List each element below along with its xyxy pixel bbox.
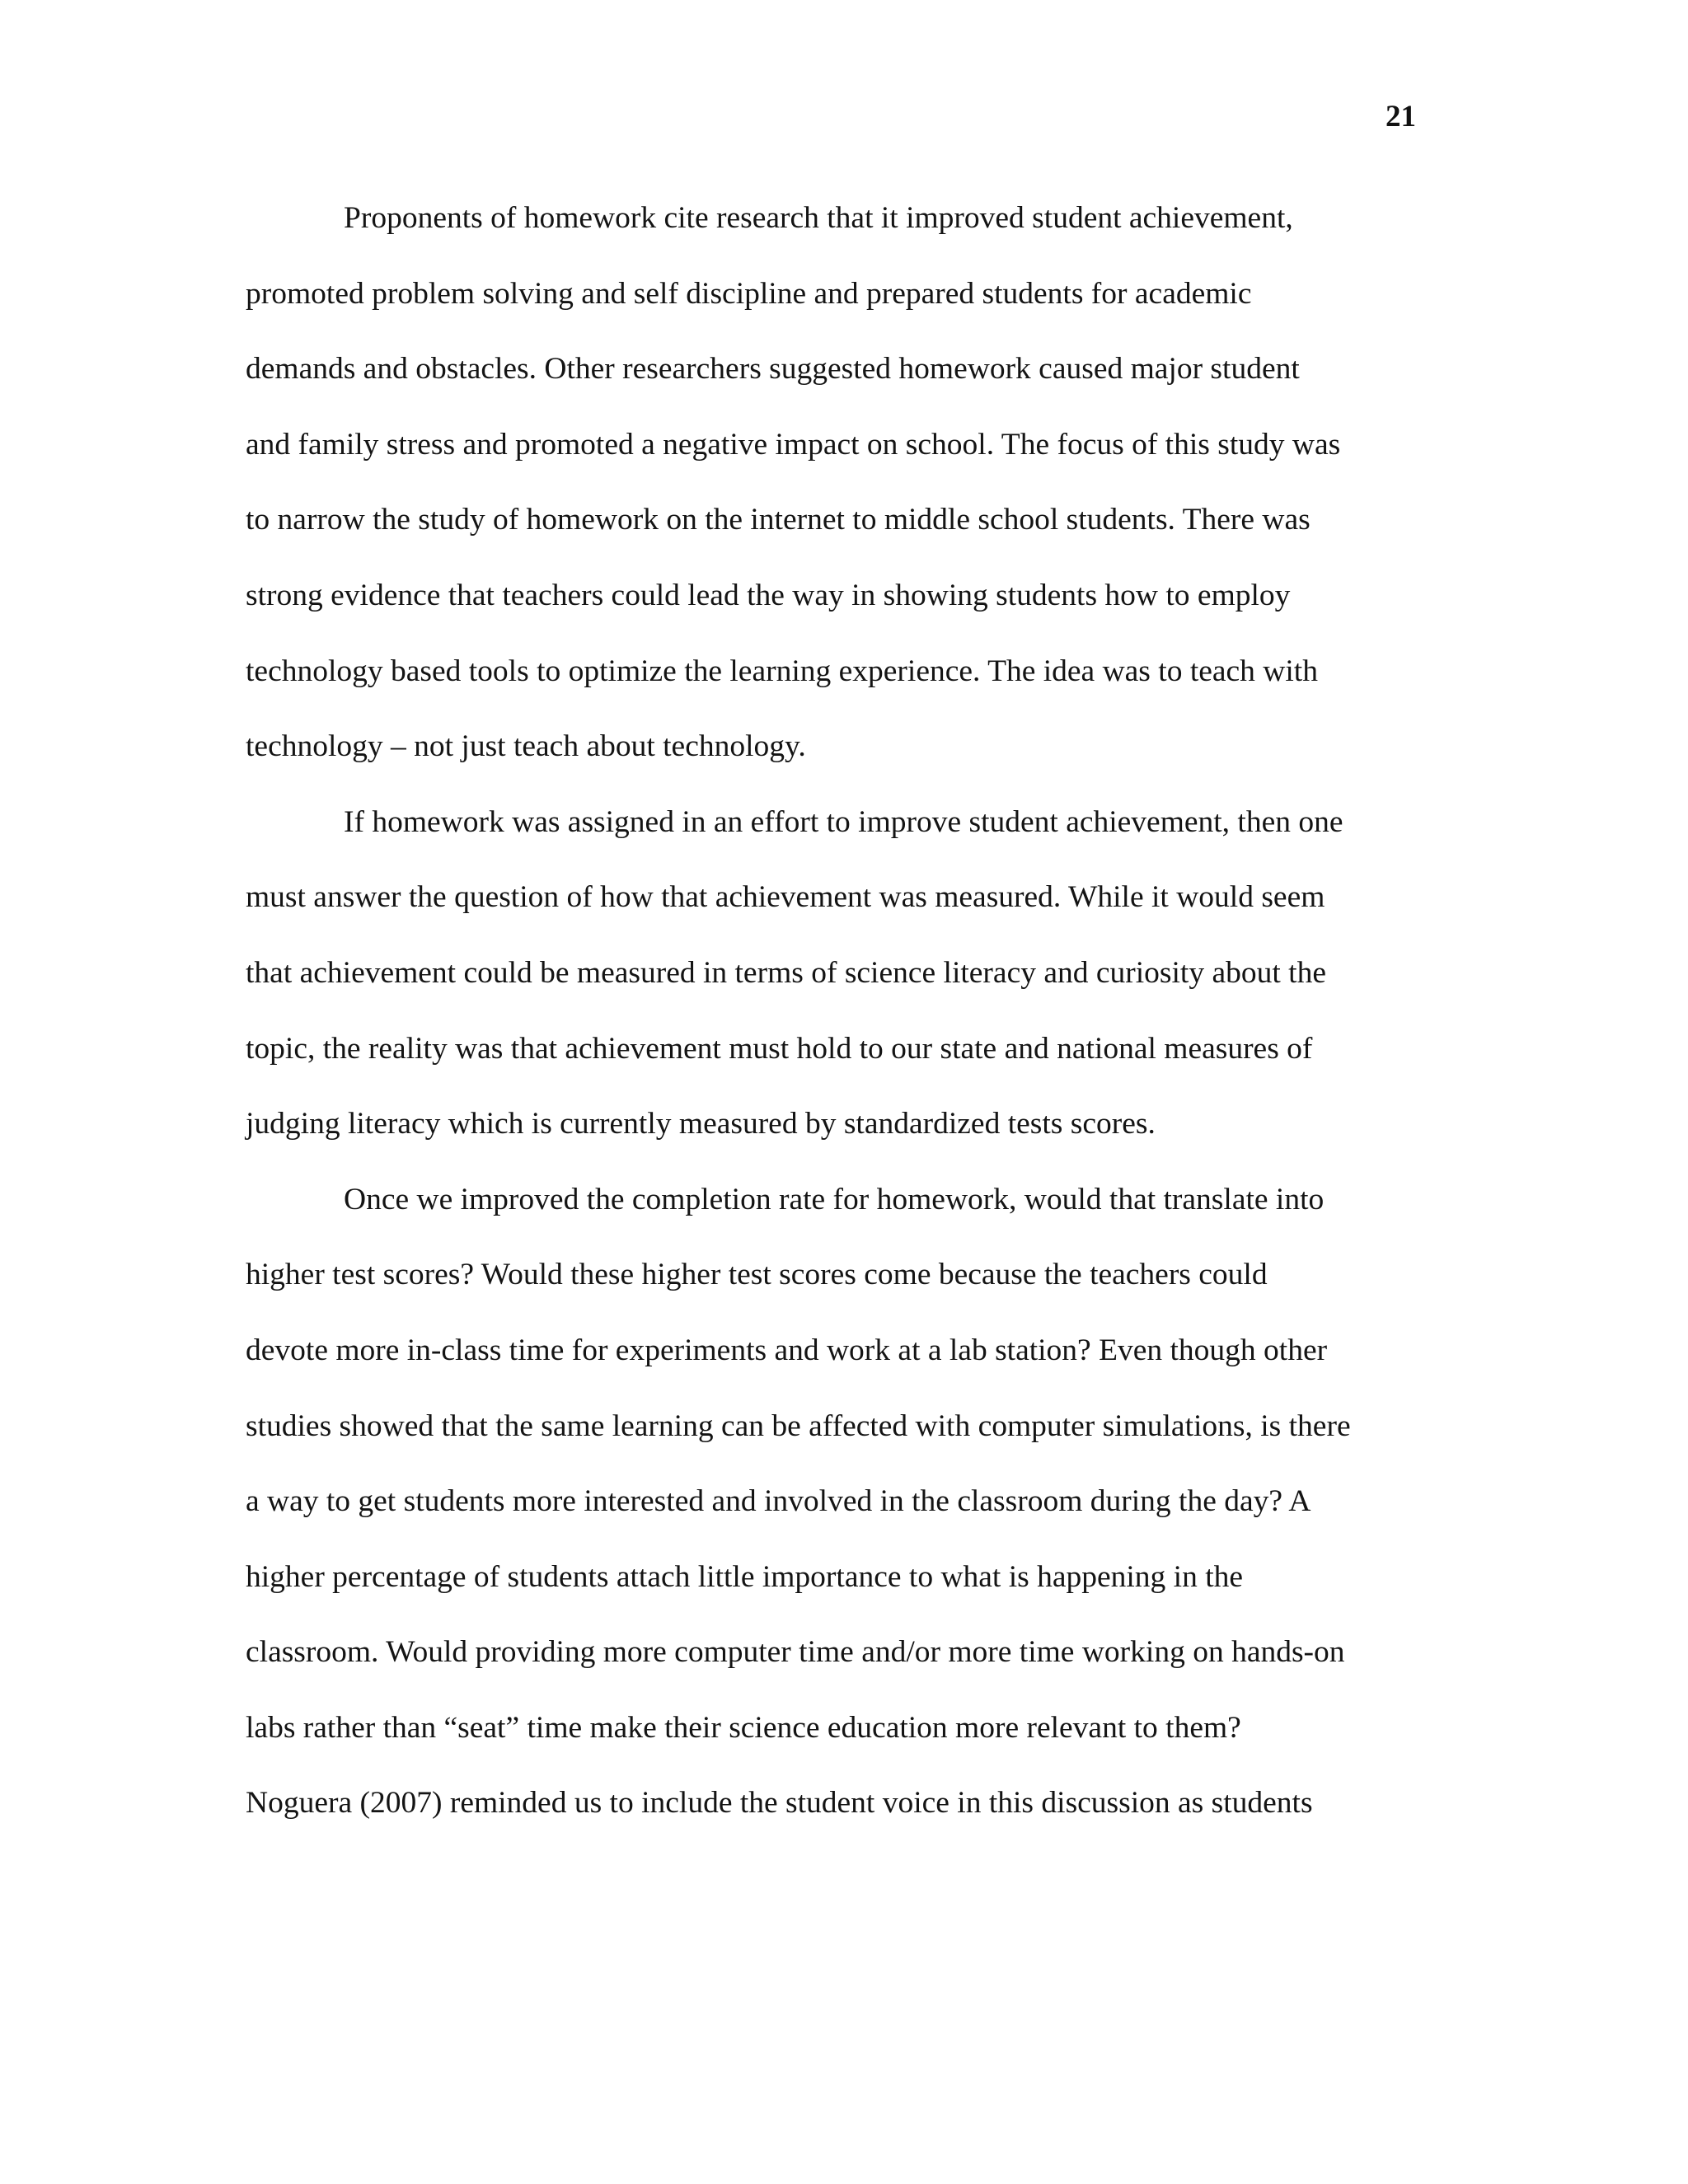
paragraph-3 xyxy=(246,1175,1432,1854)
text-line: a way to get students more interested and involved in the classroom during the day? A xyxy=(246,1484,1311,1519)
text-line: higher percentage of students attach little importance to what is happening in the xyxy=(246,1559,1244,1594)
paragraph-1 xyxy=(246,194,1432,798)
text-line: devote more in-class time for experiments and work at a lab station? Even though other xyxy=(246,1333,1328,1367)
text-line: Noguera (2007) reminded us to include the student voice in this discussion as students xyxy=(246,1786,1313,1821)
text-line: Once we improved the completion rate for homework, would that translate into xyxy=(344,1182,1325,1216)
text-line: classroom. Would providing more computer time and/or more time working on hands-on xyxy=(246,1635,1345,1670)
text-line: promoted problem solving and self discipline and prepared students for academic xyxy=(246,276,1252,311)
page-number: 21 xyxy=(1386,100,1416,134)
text-line: to narrow the study of homework on the internet to middle school students. There was xyxy=(246,503,1311,537)
text-line: Proponents of homework cite research that it improved student achievement, xyxy=(344,201,1293,235)
text-line: judging literacy which is currently measured by standardized tests scores. xyxy=(246,1107,1156,1141)
text-line: If homework was assigned in an effort to improve student achievement, then one xyxy=(344,804,1343,839)
text-line: demands and obstacles. Other researchers suggested homework caused major student xyxy=(246,352,1300,387)
text-line: higher test scores? Would these higher test scores come because the teachers could xyxy=(246,1258,1268,1292)
text-line: studies showed that the same learning can be affected with computer simulations, is there xyxy=(246,1408,1351,1443)
text-line: that achievement could be measured in terms of science literacy and curiosity about the xyxy=(246,955,1326,990)
text-line: labs rather than “seat” time make their science education more relevant to them? xyxy=(246,1710,1241,1745)
text-line: strong evidence that teachers could lead the way in showing students how to employ xyxy=(246,578,1291,612)
text-line: technology – not just teach about technology. xyxy=(246,729,806,764)
text-line: and family stress and promoted a negative impact on school. The focus of this study was xyxy=(246,427,1341,462)
body-text xyxy=(246,194,1432,1854)
paragraph-2 xyxy=(246,798,1432,1175)
text-line: must answer the question of how that achievement was measured. While it would seem xyxy=(246,880,1325,915)
text-line: topic, the reality was that achievement must hold to our state and national measures of xyxy=(246,1031,1313,1066)
text-line: technology based tools to optimize the learning experience. The idea was to teach with xyxy=(246,654,1318,688)
